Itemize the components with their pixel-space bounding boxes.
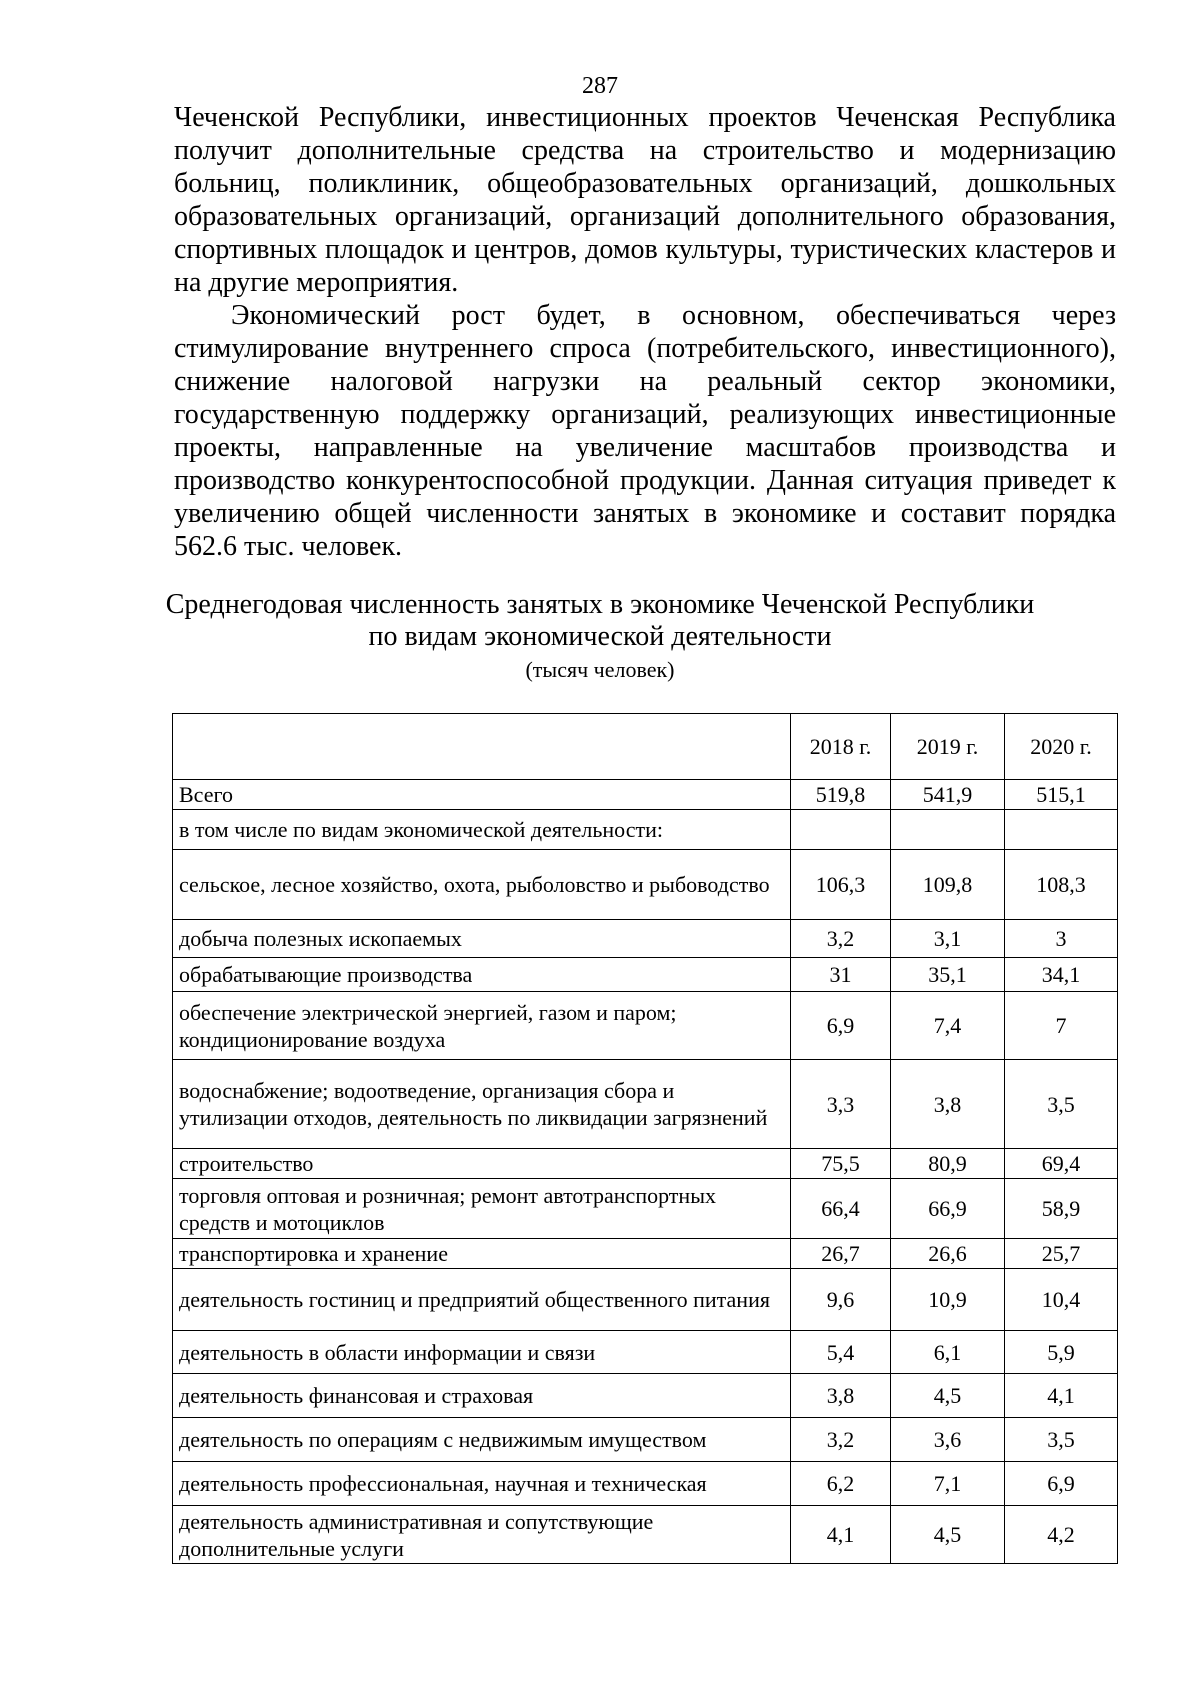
table-row (173, 1418, 1118, 1462)
value-2018: 26,7 (791, 1239, 891, 1269)
row-label: сельское, лесное хозяйство, охота, рыболовство и рыбоводство (173, 850, 791, 920)
value-2020: 5,9 (1005, 1331, 1118, 1374)
table-row (173, 1239, 1118, 1269)
value-2019: 80,9 (891, 1149, 1005, 1179)
table-row (173, 780, 1118, 810)
row-label: добыча полезных ископаемых (173, 920, 791, 958)
value-2018: 6,9 (791, 992, 891, 1060)
table-row (173, 1374, 1118, 1418)
value-2018: 3,2 (791, 1418, 891, 1462)
row-label: деятельность финансовая и страховая (173, 1374, 791, 1418)
value-2019: 3,1 (891, 920, 1005, 958)
table-row (173, 1179, 1118, 1239)
table-row (173, 850, 1118, 920)
value-2020: 58,9 (1005, 1179, 1118, 1239)
row-label: строительство (173, 1149, 791, 1179)
value-2020: 3,5 (1005, 1418, 1118, 1462)
table-row (173, 992, 1118, 1060)
value-2019: 35,1 (891, 958, 1005, 992)
page-number: 287 (582, 73, 618, 99)
value-2018 (791, 810, 891, 850)
value-2018: 66,4 (791, 1179, 891, 1239)
header-cell-2018: 2018 г. (791, 714, 891, 780)
row-label: в том числе по видам экономической деятельности: (173, 810, 791, 850)
value-2018: 3,3 (791, 1060, 891, 1149)
value-2020: 7 (1005, 992, 1118, 1060)
value-2019: 4,5 (891, 1506, 1005, 1564)
value-2018: 31 (791, 958, 891, 992)
table-row (173, 920, 1118, 958)
value-2018: 5,4 (791, 1331, 891, 1374)
header-cell-2020: 2020 г. (1005, 714, 1118, 780)
table-row (173, 1506, 1118, 1564)
value-2019: 109,8 (891, 850, 1005, 920)
table-unit: (тысяч человек) (525, 657, 675, 682)
table-row (173, 1331, 1118, 1374)
row-label: деятельность административная и сопутствующие дополнительные услуги (173, 1506, 791, 1564)
row-label: обеспечение электрической энергией, газом и паром; кондиционирование воздуха (173, 992, 791, 1060)
value-2020: 515,1 (1005, 780, 1118, 810)
value-2018: 9,6 (791, 1269, 891, 1331)
value-2020: 3 (1005, 920, 1118, 958)
value-2019: 4,5 (891, 1374, 1005, 1418)
header-cell-2019: 2019 г. (891, 714, 1005, 780)
value-2020: 25,7 (1005, 1239, 1118, 1269)
table-row (173, 1269, 1118, 1331)
row-label: обрабатывающие производства (173, 958, 791, 992)
paragraph-1: Чеченской Республики, инвестиционных проектов Чеченская Республика получит дополнительные средства на строительство и модернизацию больниц, поликлиник, общеобразовательных организаций, дошкольных образовательных организаций, организаций дополнительного образования, спортивных площадок и центров, домов культуры, туристических кластеров и на другие мероприятия. (174, 102, 1116, 298)
value-2020: 3,5 (1005, 1060, 1118, 1149)
table-row (173, 1462, 1118, 1506)
employment-table (172, 713, 1118, 1564)
value-2019: 3,8 (891, 1060, 1005, 1149)
paragraph-2: Экономический рост будет, в основном, обеспечиваться через стимулирование внутреннего спроса (потребительского, инвестиционного), снижение налоговой нагрузки на реальный сектор экономики, государственную поддержку организаций, реализующих инвестиционные проекты, направленные на увеличение масштабов производства и производство конкурентоспособной продукции. Данная ситуация приведет к увеличению общей численности занятых в экономике и составит порядка 562.6 тыс. человек. (174, 300, 1116, 562)
row-label: деятельность гостиниц и предприятий общественного питания (173, 1269, 791, 1331)
row-label: водоснабжение; водоотведение, организация сбора и утилизации отходов, деятельность по ликвидации загрязнений (173, 1060, 791, 1149)
value-2019: 541,9 (891, 780, 1005, 810)
table-row (173, 958, 1118, 992)
value-2018: 6,2 (791, 1462, 891, 1506)
value-2020: 4,2 (1005, 1506, 1118, 1564)
value-2019: 7,1 (891, 1462, 1005, 1506)
row-label: Всего (173, 780, 791, 810)
value-2020: 34,1 (1005, 958, 1118, 992)
value-2018: 75,5 (791, 1149, 891, 1179)
value-2020: 10,4 (1005, 1269, 1118, 1331)
value-2018: 519,8 (791, 780, 891, 810)
value-2018: 4,1 (791, 1506, 891, 1564)
row-label: торговля оптовая и розничная; ремонт автотранспортных средств и мотоциклов (173, 1179, 791, 1239)
row-label: деятельность профессиональная, научная и техническая (173, 1462, 791, 1506)
row-label: транспортировка и хранение (173, 1239, 791, 1269)
value-2020: 69,4 (1005, 1149, 1118, 1179)
value-2019: 6,1 (891, 1331, 1005, 1374)
value-2020: 6,9 (1005, 1462, 1118, 1506)
value-2019: 26,6 (891, 1239, 1005, 1269)
body-text (174, 101, 1116, 563)
value-2020: 108,3 (1005, 850, 1118, 920)
table-header-row (173, 714, 1118, 780)
header-cell-blank (173, 714, 791, 780)
value-2018: 106,3 (791, 850, 891, 920)
value-2019: 10,9 (891, 1269, 1005, 1331)
value-2020 (1005, 810, 1118, 850)
table-row (173, 810, 1118, 850)
value-2019: 66,9 (891, 1179, 1005, 1239)
value-2019 (891, 810, 1005, 850)
row-label: деятельность по операциям с недвижимым имуществом (173, 1418, 791, 1462)
row-label: деятельность в области информации и связи (173, 1331, 791, 1374)
table-row (173, 1149, 1118, 1179)
table-title-line-2: по видам экономической деятельности (368, 621, 832, 652)
value-2018: 3,8 (791, 1374, 891, 1418)
table-title-line-1: Среднегодовая численность занятых в экономике Чеченской Республики (165, 589, 1035, 620)
value-2020: 4,1 (1005, 1374, 1118, 1418)
table-row (173, 1060, 1118, 1149)
table-title (0, 589, 1200, 653)
value-2019: 3,6 (891, 1418, 1005, 1462)
value-2018: 3,2 (791, 920, 891, 958)
value-2019: 7,4 (891, 992, 1005, 1060)
